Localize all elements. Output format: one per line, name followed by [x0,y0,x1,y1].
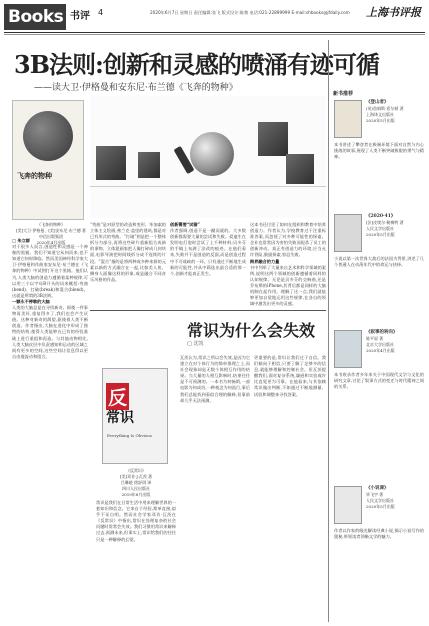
sidebar-book4-meta: 毕飞宇 著 人民文学出版社 2020年5月出版 [366,492,395,509]
cover-big-text-2: 常识 [106,410,134,426]
article1-col3-heading: 跨界融合的力量 [250,258,280,264]
article1-col1-text: 对于很多人而言,创造性和灵感是一个神秘的黑箱。我们不知道它从何而来,也不知道它何时降临。然而美国神经科学家大卫·伊格曼和作曲家安东尼·布兰德在《飞奔的物种》中试图打开这个黑箱。他们认为,人类大脑的创造力遵循着某种规律,可以用三个以字母B开头的词来概括:弯曲(bend)、打破(break)和混合(blend)。这就是所谓的3B法则。 [12,244,88,298]
article2-byline: □ 沈凯 [187,341,204,347]
masthead [0,0,429,38]
article1-col2-heading: 创新需要“试错” [170,222,200,227]
sidebar-book3-title: 《叙事的转向》 [366,330,398,335]
section-name: 书评 [70,11,90,22]
paper-name: 上海书评报 [366,6,421,19]
page-number: 4 [98,8,104,17]
cover-sphere-icon [23,111,73,161]
article2-col-b: 瓦茨认为,常识之所以会失效,是因为它建立在对个体行为的简单推理之上,而社会现象却是无数个体相互作用的结果。当大量的人相互影响时,结果往往是不可预测的。一本书为何畅销,一部电影为何成功,一种观念为何流行,事后我们总能找到看似合理的解释,但事前却几乎无法预测。 [180,355,250,403]
dateline: 2020年6月7日 星期日 责任编辑:张飞 版式设计:陈黎 电话:021-22899999 E-mail:shbooks@jfdaily.com [150,10,350,15]
article1-book-caption: 《飞奔的物种》 [美]大卫·伊格曼、[美]安东尼·布兰德 著 中信出版集团 2020年4月出版 [15,222,87,245]
sidebar-book1-cover [334,100,362,138]
sidebar-book4-blurb: 作者以作家的眼光解读经典小说,揭示小说写作的奥秘,带领读者领略文学的魅力。 [334,528,424,540]
sidebar-book1-title: 《登山者》 [366,100,389,105]
article2-col-c: 更重要的是,常识让我们过于自信。我们倾向于相信,只要了解了足够多的信息,就能够理解和控制社会。但瓦茨提醒我们,面对复杂系统,谦逊和实验或许比直觉更为可靠。在他看来,与其依赖常识做出判断,不如通过不断地测量、试验和调整来寻找答案。 [254,355,326,397]
cube-icon [96,146,126,180]
article1-book-cover [12,100,84,220]
article1-col2-text: “弯曲”是对原型的改造和变形。毕加索的立体主义绘画,弗兰克·盖里的建筑,都是对已有形式的弯曲。“打破”则是把一个整体拆分为部分,再将这些碎片重新组合成新的事物。立体派画家把人像打碎成几何块面,电影导演把时间线拆分成不连续的片段。“混合”指的是将两种或多种来源的元素以新的方式融合在一起,比如美人鱼、狮身人面像这样的形象,或是融合不同音乐风格的作品。 [90,222,166,282]
ground-line [90,186,326,187]
cover-english-title: Everything Is Obvious [107,433,152,438]
sidebar-book2-blurb: 小说以第一次世界大战后的法国为背景,讲述了几个普通人在动荡年代中的命运与抉择。 [334,256,424,268]
article2-book-cover [102,368,168,464]
article1-col1-text2: 人类的大脑总是在寻找新奇。即使一件事物再美好,重复得多了,我们也会产生厌倦。这种对新奇的渴望,驱使着人类不断创造。作者指出,大脑在进化中形成了独特的结构,使得人类能够在已有的经验基础上进行重组和再造。与其他动物相比,人类大脑皮层中负责感知和运动的区域之间有更多的空间,这些空间让信息得以更自由地流动和组合。 [12,305,88,359]
article1-byline: □ 朱立群 [12,238,30,243]
sidebar-heading: 新书推荐 [333,91,354,97]
header-rule [4,32,425,33]
sidebar-book2-meta: [法]皮埃尔·勒梅特 著 人民文学出版社 2020年5月出版 [366,220,404,237]
article1-col3-text: 这本书还讨论了如何在组织和教育中培养创造力。作者认为,学校教育过于注重标准答案,而忽视了对多种可能性的探索。企业也常常因为害怕失败而扼杀了员工的创新冲动。真正有创造力的环境,应当允许冒险,鼓励探索,容忍失败。 [250,222,326,258]
article2-col-a: 常识是我们在日常生活中用来理解世界的一套知识和信念。它来自于经验,简单直接,似乎不证自明。然而社会学家邓肯·瓦茨在《反常识》中指出,常识在处理复杂的社会问题时常常会失效。我们习惯用常识来解释过去,预测未来,但事实上,常识给我们的往往只是一种解释的幻觉。 [96,500,176,542]
article1-column-1 [12,238,88,620]
article1-col3-text2: 书中列举了大量来自艺术和科学领域的案例,说明这两个领域的创新遵循着同样的认知规律。无论是贝多芬的交响曲,还是乔布斯的iPhone,其背后都是同样的大脑机制在起作用。理解了这一点,我们就能够更加自觉地运用这些规律,在各自的领域中激发出更多的灵感。 [250,264,326,307]
article2-book-caption: 《反常识》 [美]邓肯·J.瓦茨 著 吕琳媛 徐舒琪 译 四川人民出版社 2019年8月出版 [119,468,153,497]
header-rule-thin [4,34,425,35]
cube-icon [138,152,160,178]
article1-subtitle: ——读大卫·伊格曼和安东尼·布兰德《飞奔的物种》 [34,83,238,93]
sidebar-book1-info [366,100,424,124]
sidebar-book2-cover [334,214,362,252]
sidebar-book1-meta: (英)詹姆斯·希尔顿 著 上海译文出版社 2020年5月出版 [366,106,404,123]
sidebar-book4-cover [334,486,362,524]
sidebar-book3-cover [334,330,362,368]
article1-hero-illustration [90,96,326,218]
sidebar-book1-blurb: 本书讲述了攀登者在极端环境下面对自然与内心挑战的故事,展现了人类不断突破极限的勇气与精神。 [334,142,424,160]
sidebar-book4-title: 《小说课》 [366,486,389,491]
books-logo: Books [4,4,66,30]
cube-icon [258,122,288,156]
article1-title: 3B法则:创新和灵感的喷涌有迹可循 [14,50,379,79]
article1-column-4 [250,222,326,308]
article2-column-3 [254,355,326,620]
article2-top-rule [90,310,326,311]
cover-title: 飞奔的物种 [17,171,52,180]
sidebar-book3-info [366,330,424,354]
article1-col1-heading: 一颗永不停歇的大脑 [12,298,50,304]
sidebar-book3-meta: 陈平原 著 北京大学出版社 2020年4月出版 [366,336,395,353]
sidebar-book2-title: 《2020·41》 [366,214,396,219]
sidebar-divider [328,40,329,622]
article1-column-2 [90,222,166,308]
sidebar-book2-info [366,214,424,238]
cover-big-text: 反 [106,383,129,410]
sphere-icon [190,132,234,176]
cube-icon [286,154,314,184]
article2-column-2 [180,355,250,620]
article2-title: 常识为什么会失效 [187,321,316,340]
article1-col2-text2: 作者强调,创造不是一蹴而就的。大多数创新都需要大量的尝试和失败。爱迪生在发明电灯泡时尝试了上千种材料;贝多芬的手稿上布满了涂改的痕迹。在他们看来,失败并不是创造的反面,而是创造过程中不可或缺的一环。只有通过不断地生成新的可能性,并从中筛选出最合适的那一个,创新才能真正发生。 [170,228,246,276]
article2-column-1 [96,500,176,620]
sidebar-book4-info [366,486,424,510]
article1-column-3 [170,222,246,308]
sidebar-book3-blurb: 本书收录作者多年来关于中国现代文学与文化的研究文章,讨论了叙事方式的变迁与时代精神之间的关系。 [334,372,424,390]
